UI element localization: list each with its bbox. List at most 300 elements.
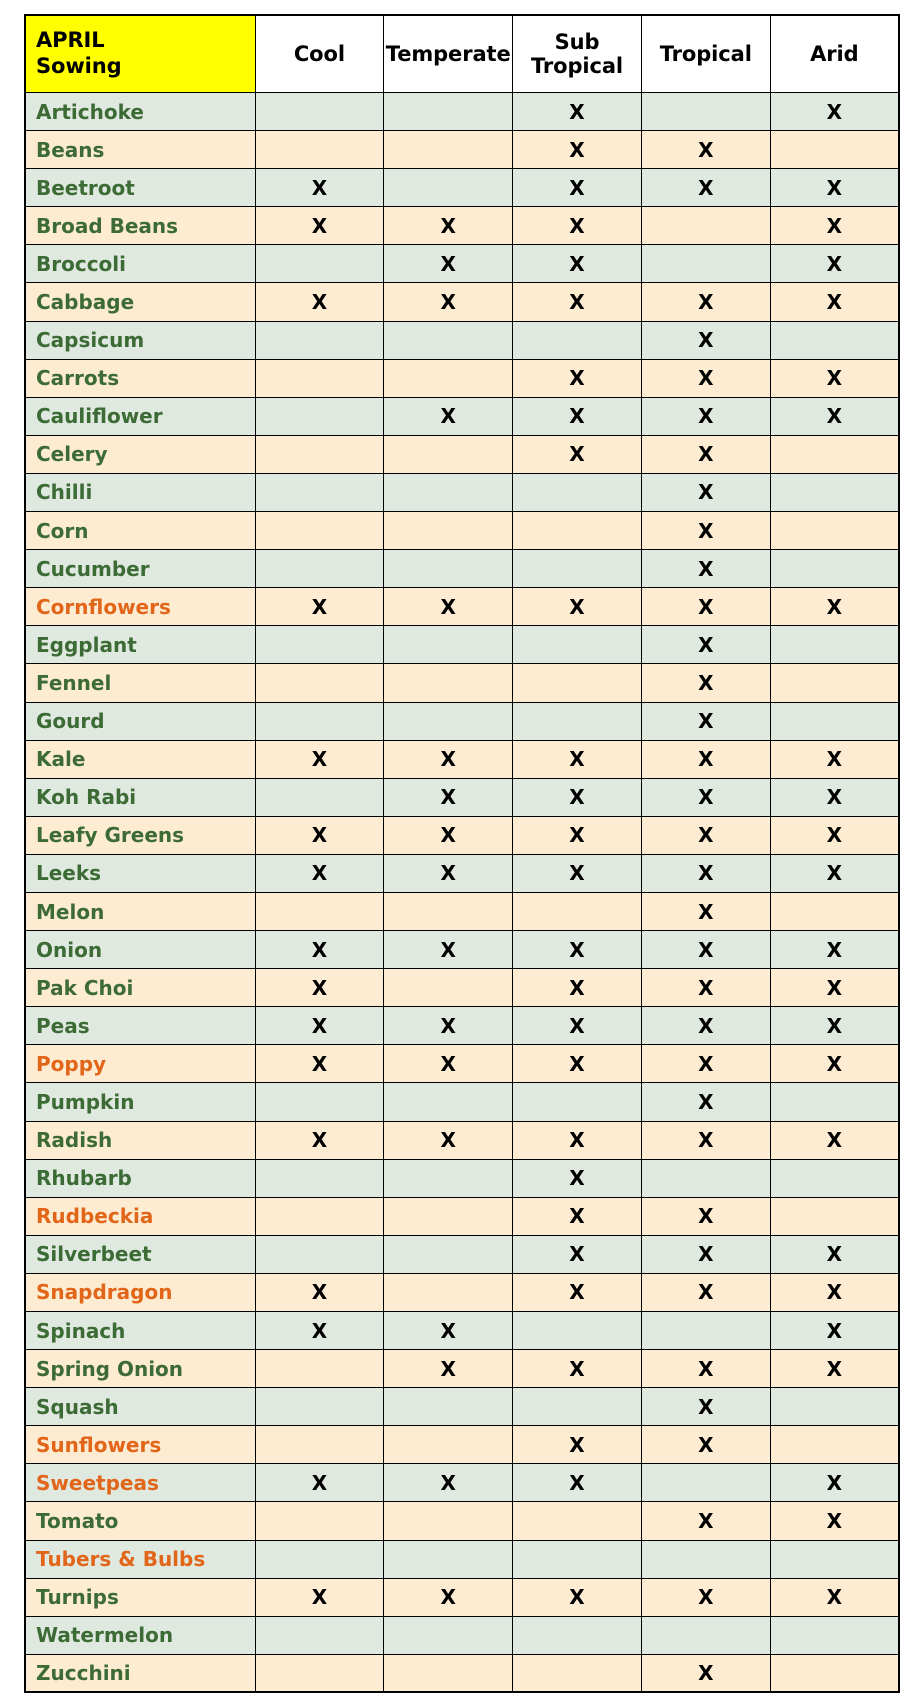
sow-cell-arid <box>770 473 899 511</box>
sow-cell-arid <box>770 1388 899 1426</box>
sow-cell-sub-tropical <box>513 1312 642 1350</box>
sow-cell-tropical: X <box>641 931 770 969</box>
sow-cell-sub-tropical <box>513 1388 642 1426</box>
sow-cell-tropical <box>641 1540 770 1578</box>
sow-cell-arid: X <box>770 1007 899 1045</box>
sow-cell-cool <box>255 550 384 588</box>
sow-cell-temperate <box>384 626 513 664</box>
plant-name: Peas <box>25 1007 255 1045</box>
table-row <box>25 664 899 702</box>
sow-cell-cool <box>255 93 384 131</box>
sow-cell-temperate: X <box>384 245 513 283</box>
table-body <box>25 93 899 1693</box>
plant-name: Broccoli <box>25 245 255 283</box>
sow-cell-tropical: X <box>641 588 770 626</box>
plant-name: Rudbeckia <box>25 1197 255 1235</box>
column-header-tropical: Tropical <box>641 15 770 93</box>
sow-cell-arid: X <box>770 969 899 1007</box>
plant-name: Tomato <box>25 1502 255 1540</box>
sow-cell-temperate <box>384 512 513 550</box>
sow-cell-arid: X <box>770 359 899 397</box>
sow-cell-arid: X <box>770 778 899 816</box>
sow-cell-temperate <box>384 1197 513 1235</box>
table-row <box>25 207 899 245</box>
sow-cell-arid <box>770 892 899 930</box>
sow-cell-temperate: X <box>384 1121 513 1159</box>
plant-name: Zucchini <box>25 1654 255 1692</box>
table-row <box>25 778 899 816</box>
sow-cell-sub-tropical <box>513 626 642 664</box>
plant-name: Squash <box>25 1388 255 1426</box>
sow-cell-arid <box>770 435 899 473</box>
table-row <box>25 169 899 207</box>
sow-cell-temperate <box>384 702 513 740</box>
sow-cell-temperate: X <box>384 854 513 892</box>
sow-cell-tropical: X <box>641 969 770 1007</box>
table-row <box>25 1007 899 1045</box>
sow-cell-cool: X <box>255 588 384 626</box>
plant-name: Melon <box>25 892 255 930</box>
sow-cell-sub-tropical <box>513 1502 642 1540</box>
sow-cell-arid <box>770 512 899 550</box>
sow-cell-temperate <box>384 1502 513 1540</box>
sow-cell-arid: X <box>770 1121 899 1159</box>
sow-cell-cool <box>255 473 384 511</box>
table-row <box>25 1121 899 1159</box>
sow-cell-tropical: X <box>641 702 770 740</box>
sow-cell-temperate: X <box>384 778 513 816</box>
sow-cell-temperate: X <box>384 740 513 778</box>
table-row <box>25 1273 899 1311</box>
sow-cell-cool <box>255 512 384 550</box>
sow-cell-sub-tropical: X <box>513 1464 642 1502</box>
table-row <box>25 1654 899 1692</box>
sow-cell-cool <box>255 1350 384 1388</box>
plant-name: Celery <box>25 435 255 473</box>
sow-cell-arid: X <box>770 397 899 435</box>
plant-name: Rhubarb <box>25 1159 255 1197</box>
sow-cell-sub-tropical <box>513 1540 642 1578</box>
sow-cell-arid <box>770 1159 899 1197</box>
table-row <box>25 1197 899 1235</box>
sow-cell-temperate: X <box>384 1464 513 1502</box>
table-row <box>25 131 899 169</box>
sow-cell-arid: X <box>770 1273 899 1311</box>
table-row <box>25 969 899 1007</box>
sow-cell-cool <box>255 397 384 435</box>
sow-cell-tropical: X <box>641 1350 770 1388</box>
sow-cell-cool <box>255 321 384 359</box>
table-row <box>25 1159 899 1197</box>
table-row <box>25 1083 899 1121</box>
sow-cell-temperate <box>384 1083 513 1121</box>
sow-cell-sub-tropical: X <box>513 1007 642 1045</box>
sow-cell-sub-tropical: X <box>513 740 642 778</box>
title-line-1: APRIL <box>36 28 105 53</box>
plant-name: Broad Beans <box>25 207 255 245</box>
table-row <box>25 588 899 626</box>
sow-cell-temperate <box>384 892 513 930</box>
sow-cell-cool: X <box>255 1578 384 1616</box>
sow-cell-sub-tropical: X <box>513 854 642 892</box>
sow-cell-temperate: X <box>384 1045 513 1083</box>
sow-cell-tropical <box>641 93 770 131</box>
plant-name: Corn <box>25 512 255 550</box>
table-row <box>25 626 899 664</box>
sow-cell-temperate <box>384 1654 513 1692</box>
sow-cell-cool: X <box>255 931 384 969</box>
column-header-temperate: Temperate <box>384 15 513 93</box>
sow-cell-tropical: X <box>641 892 770 930</box>
april-sowing-table <box>24 14 900 1693</box>
sow-cell-arid <box>770 626 899 664</box>
sow-cell-cool <box>255 702 384 740</box>
sow-cell-cool <box>255 626 384 664</box>
plant-name: Turnips <box>25 1578 255 1616</box>
sow-cell-cool: X <box>255 1045 384 1083</box>
sow-cell-temperate: X <box>384 588 513 626</box>
sow-cell-sub-tropical: X <box>513 1350 642 1388</box>
table-row <box>25 1616 899 1654</box>
sow-cell-cool <box>255 778 384 816</box>
sow-cell-arid: X <box>770 1235 899 1273</box>
plant-name: Cauliflower <box>25 397 255 435</box>
sow-cell-temperate <box>384 1540 513 1578</box>
sow-cell-arid <box>770 1083 899 1121</box>
sow-cell-arid: X <box>770 245 899 283</box>
sow-cell-arid: X <box>770 1502 899 1540</box>
column-header-arid: Arid <box>770 15 899 93</box>
sow-cell-cool <box>255 664 384 702</box>
sow-cell-temperate <box>384 1388 513 1426</box>
table-row <box>25 854 899 892</box>
sow-cell-cool: X <box>255 207 384 245</box>
sow-cell-sub-tropical: X <box>513 131 642 169</box>
sow-cell-tropical: X <box>641 1654 770 1692</box>
sow-cell-arid <box>770 1197 899 1235</box>
sow-cell-cool: X <box>255 1007 384 1045</box>
sow-cell-tropical: X <box>641 169 770 207</box>
title-line-2: Sowing <box>36 54 122 78</box>
plant-name: Cornflowers <box>25 588 255 626</box>
sow-cell-temperate <box>384 550 513 588</box>
plant-name: Leafy Greens <box>25 816 255 854</box>
plant-name: Poppy <box>25 1045 255 1083</box>
sow-cell-cool: X <box>255 816 384 854</box>
sow-cell-tropical: X <box>641 321 770 359</box>
sow-cell-tropical <box>641 1464 770 1502</box>
table-row <box>25 1540 899 1578</box>
sow-cell-cool: X <box>255 169 384 207</box>
sow-cell-temperate: X <box>384 1578 513 1616</box>
sow-cell-cool <box>255 1426 384 1464</box>
sow-cell-sub-tropical <box>513 664 642 702</box>
sow-cell-arid <box>770 550 899 588</box>
table-row <box>25 397 899 435</box>
plant-name: Leeks <box>25 854 255 892</box>
header-row <box>25 15 899 93</box>
plant-name: Radish <box>25 1121 255 1159</box>
sow-cell-cool: X <box>255 1464 384 1502</box>
table-row <box>25 93 899 131</box>
plant-name: Sunflowers <box>25 1426 255 1464</box>
sow-cell-arid: X <box>770 1350 899 1388</box>
sow-cell-sub-tropical <box>513 1083 642 1121</box>
table-row <box>25 245 899 283</box>
plant-name: Koh Rabi <box>25 778 255 816</box>
table-row <box>25 473 899 511</box>
plant-name: Spinach <box>25 1312 255 1350</box>
sow-cell-cool <box>255 1197 384 1235</box>
sow-cell-sub-tropical <box>513 550 642 588</box>
sow-cell-arid: X <box>770 1464 899 1502</box>
sow-cell-cool <box>255 1159 384 1197</box>
sow-cell-tropical: X <box>641 664 770 702</box>
plant-name: Fennel <box>25 664 255 702</box>
plant-name: Beans <box>25 131 255 169</box>
sow-cell-cool: X <box>255 1273 384 1311</box>
sow-cell-tropical: X <box>641 550 770 588</box>
table-row <box>25 1502 899 1540</box>
sow-cell-temperate: X <box>384 397 513 435</box>
sow-cell-cool <box>255 131 384 169</box>
table-row <box>25 283 899 321</box>
sow-cell-tropical: X <box>641 816 770 854</box>
sow-cell-temperate <box>384 359 513 397</box>
sow-cell-arid: X <box>770 283 899 321</box>
sow-cell-cool <box>255 435 384 473</box>
sow-cell-temperate <box>384 1235 513 1273</box>
sow-cell-tropical: X <box>641 1273 770 1311</box>
sow-cell-arid <box>770 321 899 359</box>
plant-name: Snapdragon <box>25 1273 255 1311</box>
sow-cell-arid: X <box>770 588 899 626</box>
sow-cell-tropical: X <box>641 131 770 169</box>
sow-cell-tropical: X <box>641 1083 770 1121</box>
sow-cell-cool: X <box>255 283 384 321</box>
plant-name: Kale <box>25 740 255 778</box>
sow-cell-tropical: X <box>641 1578 770 1616</box>
sow-cell-arid: X <box>770 931 899 969</box>
sow-cell-sub-tropical: X <box>513 1045 642 1083</box>
sow-cell-sub-tropical: X <box>513 207 642 245</box>
sow-cell-sub-tropical <box>513 702 642 740</box>
sow-cell-tropical: X <box>641 1502 770 1540</box>
table-header <box>25 15 899 93</box>
plant-name: Pumpkin <box>25 1083 255 1121</box>
sow-cell-sub-tropical: X <box>513 245 642 283</box>
sow-cell-sub-tropical <box>513 473 642 511</box>
sow-cell-tropical: X <box>641 1388 770 1426</box>
sow-cell-arid <box>770 1616 899 1654</box>
sow-cell-temperate: X <box>384 931 513 969</box>
sow-cell-temperate: X <box>384 283 513 321</box>
plant-name: Watermelon <box>25 1616 255 1654</box>
sow-cell-arid <box>770 664 899 702</box>
sow-cell-arid: X <box>770 1045 899 1083</box>
table-row <box>25 1426 899 1464</box>
sow-cell-cool <box>255 1388 384 1426</box>
sow-cell-sub-tropical: X <box>513 435 642 473</box>
sow-cell-sub-tropical: X <box>513 588 642 626</box>
sow-cell-arid <box>770 131 899 169</box>
plant-name: Silverbeet <box>25 1235 255 1273</box>
table-row <box>25 359 899 397</box>
sow-cell-sub-tropical: X <box>513 283 642 321</box>
sow-cell-tropical: X <box>641 1007 770 1045</box>
sow-cell-temperate: X <box>384 1007 513 1045</box>
table-row <box>25 1235 899 1273</box>
sow-cell-sub-tropical: X <box>513 1121 642 1159</box>
sow-cell-sub-tropical <box>513 1616 642 1654</box>
sow-cell-temperate <box>384 1616 513 1654</box>
sow-cell-cool <box>255 245 384 283</box>
table-row <box>25 931 899 969</box>
sow-cell-tropical: X <box>641 1235 770 1273</box>
plant-name: Artichoke <box>25 93 255 131</box>
sow-cell-temperate <box>384 169 513 207</box>
sow-cell-temperate <box>384 131 513 169</box>
sow-cell-arid: X <box>770 854 899 892</box>
plant-name: Cabbage <box>25 283 255 321</box>
sow-cell-cool <box>255 1502 384 1540</box>
plant-name: Beetroot <box>25 169 255 207</box>
table-row <box>25 702 899 740</box>
plant-name: Eggplant <box>25 626 255 664</box>
plant-name: Cucumber <box>25 550 255 588</box>
sow-cell-sub-tropical: X <box>513 1578 642 1616</box>
sow-cell-tropical <box>641 1159 770 1197</box>
table-row <box>25 1350 899 1388</box>
sow-cell-sub-tropical: X <box>513 931 642 969</box>
sow-cell-temperate <box>384 1273 513 1311</box>
sow-cell-tropical: X <box>641 435 770 473</box>
sow-cell-arid: X <box>770 93 899 131</box>
plant-name: Onion <box>25 931 255 969</box>
plant-name: Capsicum <box>25 321 255 359</box>
sow-cell-temperate: X <box>384 1350 513 1388</box>
table-row <box>25 1388 899 1426</box>
table-row <box>25 816 899 854</box>
sow-cell-cool <box>255 1083 384 1121</box>
sow-cell-temperate <box>384 435 513 473</box>
plant-name: Pak Choi <box>25 969 255 1007</box>
sow-cell-sub-tropical <box>513 512 642 550</box>
sow-cell-temperate: X <box>384 816 513 854</box>
sow-cell-cool: X <box>255 740 384 778</box>
sow-cell-cool <box>255 1654 384 1692</box>
sow-cell-sub-tropical: X <box>513 1159 642 1197</box>
sow-cell-temperate <box>384 93 513 131</box>
sow-cell-cool <box>255 1235 384 1273</box>
column-header-sub-tropical: Sub Tropical <box>513 15 642 93</box>
sow-cell-sub-tropical <box>513 321 642 359</box>
sow-cell-sub-tropical: X <box>513 1426 642 1464</box>
sow-cell-sub-tropical: X <box>513 359 642 397</box>
sow-cell-tropical: X <box>641 283 770 321</box>
sow-cell-tropical: X <box>641 854 770 892</box>
table-row <box>25 892 899 930</box>
table-row <box>25 550 899 588</box>
sow-cell-tropical: X <box>641 1045 770 1083</box>
table-row <box>25 1578 899 1616</box>
sow-cell-tropical: X <box>641 626 770 664</box>
sow-cell-tropical: X <box>641 359 770 397</box>
sow-cell-tropical <box>641 245 770 283</box>
sow-cell-tropical <box>641 1616 770 1654</box>
sow-cell-sub-tropical: X <box>513 93 642 131</box>
sow-cell-temperate <box>384 473 513 511</box>
sow-cell-sub-tropical: X <box>513 1235 642 1273</box>
table-row <box>25 1312 899 1350</box>
table-title <box>25 15 255 93</box>
sow-cell-arid: X <box>770 816 899 854</box>
sow-cell-temperate <box>384 969 513 1007</box>
sow-cell-sub-tropical <box>513 1654 642 1692</box>
sow-cell-arid <box>770 702 899 740</box>
sow-cell-tropical <box>641 207 770 245</box>
plant-name: Chilli <box>25 473 255 511</box>
table-row <box>25 321 899 359</box>
sow-cell-sub-tropical: X <box>513 969 642 1007</box>
sow-cell-arid <box>770 1426 899 1464</box>
column-header-cool: Cool <box>255 15 384 93</box>
table-row <box>25 1045 899 1083</box>
plant-name: Spring Onion <box>25 1350 255 1388</box>
sow-cell-cool <box>255 1540 384 1578</box>
sow-cell-arid <box>770 1654 899 1692</box>
sow-cell-cool: X <box>255 1312 384 1350</box>
table-row <box>25 1464 899 1502</box>
sow-cell-cool: X <box>255 969 384 1007</box>
table-row <box>25 512 899 550</box>
sow-cell-tropical: X <box>641 397 770 435</box>
sow-cell-temperate <box>384 1159 513 1197</box>
sow-cell-temperate <box>384 321 513 359</box>
sow-cell-cool <box>255 359 384 397</box>
sow-cell-tropical: X <box>641 1121 770 1159</box>
sow-cell-cool <box>255 1616 384 1654</box>
plant-name: Tubers & Bulbs <box>25 1540 255 1578</box>
sow-cell-cool: X <box>255 854 384 892</box>
sow-cell-arid: X <box>770 740 899 778</box>
sow-cell-temperate <box>384 664 513 702</box>
plant-name: Carrots <box>25 359 255 397</box>
sow-cell-sub-tropical: X <box>513 169 642 207</box>
sow-cell-tropical <box>641 1312 770 1350</box>
sow-cell-sub-tropical: X <box>513 778 642 816</box>
sow-cell-arid: X <box>770 1312 899 1350</box>
sow-cell-temperate <box>384 1426 513 1464</box>
sow-cell-temperate: X <box>384 1312 513 1350</box>
sow-cell-arid: X <box>770 1578 899 1616</box>
table-row <box>25 740 899 778</box>
sow-cell-sub-tropical: X <box>513 1273 642 1311</box>
sow-cell-tropical: X <box>641 1197 770 1235</box>
sow-cell-sub-tropical <box>513 892 642 930</box>
sow-cell-arid: X <box>770 207 899 245</box>
plant-name: Sweetpeas <box>25 1464 255 1502</box>
sow-cell-tropical: X <box>641 778 770 816</box>
sow-cell-tropical: X <box>641 473 770 511</box>
sow-cell-cool <box>255 892 384 930</box>
sow-cell-arid: X <box>770 169 899 207</box>
sow-cell-sub-tropical: X <box>513 1197 642 1235</box>
sow-cell-sub-tropical: X <box>513 397 642 435</box>
sow-cell-tropical: X <box>641 1426 770 1464</box>
sow-cell-cool: X <box>255 1121 384 1159</box>
plant-name: Gourd <box>25 702 255 740</box>
